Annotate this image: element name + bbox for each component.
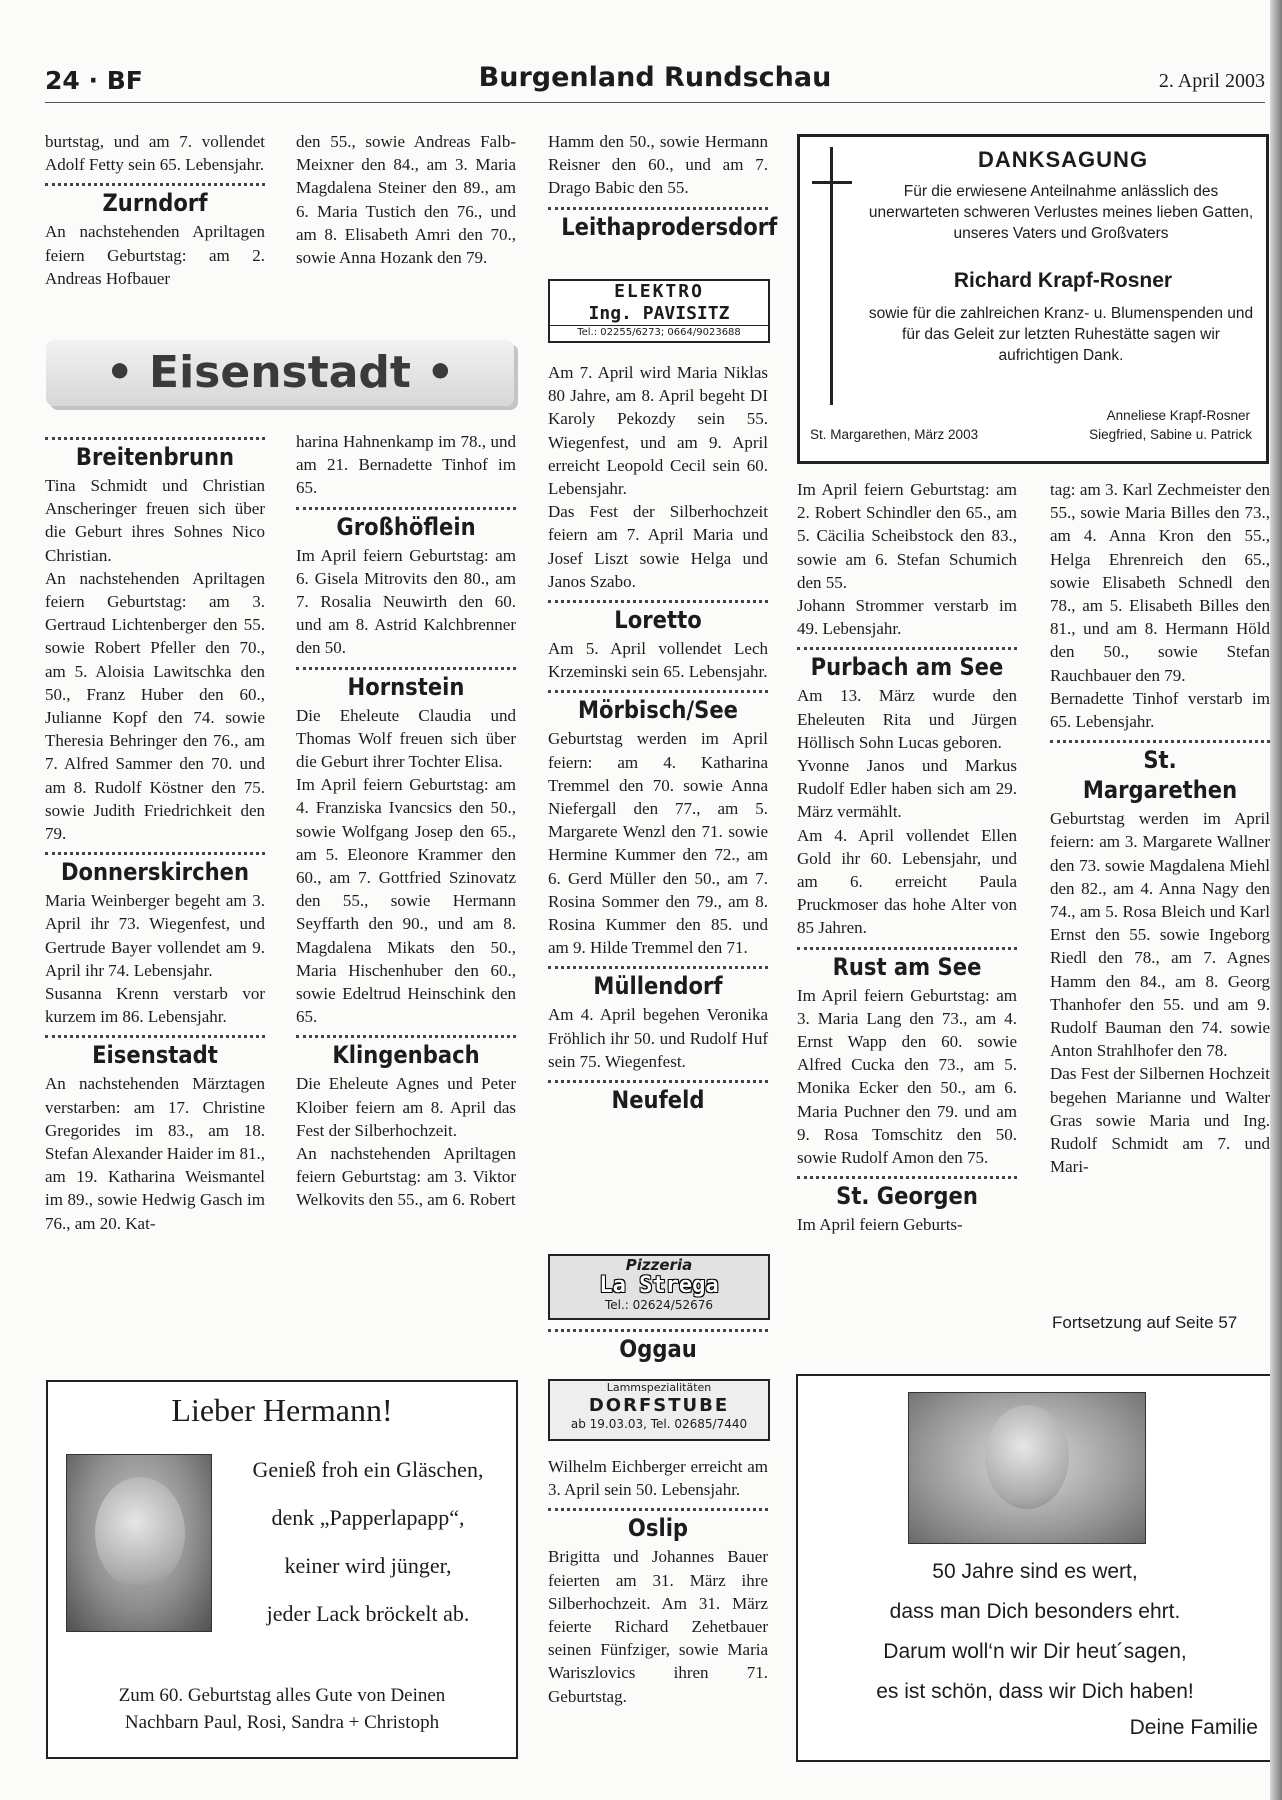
ad-signature: Deine Familie	[1129, 1716, 1258, 1739]
dotted-divider	[797, 1176, 1017, 1179]
section-heading-hornstein: Hornstein	[347, 672, 465, 701]
column-3-oggau	[548, 1322, 768, 1366]
ad-title: ELEKTRO	[614, 281, 704, 302]
deceased-name: Richard Krapf-Rosner	[953, 269, 1173, 292]
article-text: den 55., sowie Andreas Falb-Meixner den 84., am 3. Maria Magdalena Steiner den 89., am 6. Maria Tustich den 76., und am 8. Elisabeth Amri den 70., sowie Anna Hozank den 79.	[296, 132, 516, 268]
article-text: Wilhelm Eichberger erreicht am 3. April sein 50. Lebensjahr.	[548, 1457, 768, 1500]
article-text: Geburtstag werden im April feiern: am 4. Katharina Tremmel den 70. sowie Anna Niefergall den 77., am 5. Margarete Wenzl den 71. sowie Hermine Kummer den 72., am 6. Gerd Müller den 50., am 7. Rosina Sommer den 79., am 8. Rosina Kummer den 85. und am 9. Hilde Tremmel den 71.	[548, 729, 768, 958]
column-1	[45, 430, 265, 1235]
poem	[223, 1446, 513, 1638]
article-text: burtstag, und am 7. vollendet Adolf Fetty sein 65. Lebensjahr.	[45, 132, 265, 175]
poem-line: denk „Papperlapapp“,	[271, 1505, 465, 1530]
article-text: Im April feiern Geburtstag: am 3. Maria Lang den 73., am 4. Ernst Wapp den 60. sowie Alfred Cucka den 73., am 5. Monika Ecker den 50., am 6. Maria Puchner den 79. und am 9. Rosa Tomschitz den 50. sowie Rudolf Amon den 75.	[797, 985, 1017, 1168]
poem-line: Darum woll‘n wir Dir heut´sagen,	[883, 1640, 1187, 1663]
notice-signer: Anneliese Krapf-Rosner	[1106, 408, 1250, 423]
ad-title: Pizzeria	[625, 1256, 693, 1274]
notice-place-date: St. Margarethen, März 2003	[810, 427, 979, 442]
article-text: tag: am 3. Karl Zechmeister den 55., sowie Maria Billes den 73., am 4. Anna Kron den 55., Helga Ehrenreich den 65., sowie Elisabeth Schnedl den 78., am 5. Elisabeth Billes den 81., und am 8. Hermann Höld den 50., sowie Stefan Rauchbauer den 79.	[1050, 480, 1270, 685]
ad-footer	[48, 1682, 516, 1736]
page-header	[45, 62, 1265, 103]
section-heading-klingenbach: Klingenbach	[332, 1041, 480, 1070]
article-text: Das Fest der Silberhochzeit feiern am 7. April Maria und Josef Liszt sowie Helga und Janos Szabo.	[548, 502, 768, 591]
section-heading-purbach: Purbach am See	[810, 653, 1004, 682]
section-heading-leithaprodersdorf: Leithaprodersdorf	[561, 212, 778, 241]
article-text: Am 7. April wird Maria Niklas 80 Jahre, am 8. April begeht DI Karoly Pekozdy sein 55. Wiegenfest, und am 9. April erreicht Leopold Cecil sein 60. Lebensjahr.	[548, 363, 768, 499]
face-shape	[985, 1405, 1069, 1509]
poem-line: jeder Lack bröckelt ab.	[266, 1601, 470, 1626]
dotted-divider	[1050, 740, 1270, 743]
column-5	[1050, 478, 1270, 1178]
issue-date: 2. April 2003	[1158, 70, 1265, 92]
ad-heading: Lieber Hermann!	[171, 1392, 393, 1428]
dotted-divider	[45, 1035, 265, 1038]
birthday-ad-hermann	[46, 1380, 518, 1759]
article-text: Susanna Krenn verstarb vor kurzem im 86. Lebensjahr.	[45, 984, 265, 1027]
ad-phone: ab 19.03.03, Tel. 02685/7440	[570, 1417, 748, 1431]
section-heading-donnerskirchen: Donnerskirchen	[60, 858, 250, 887]
dotted-divider	[548, 1329, 768, 1332]
poem-line: 50 Jahre sind es wert,	[932, 1560, 1138, 1583]
section-heading-rust: Rust am See	[832, 952, 982, 981]
article-text: Hamm den 50., sowie Hermann Reisner den 60., und am 7. Drago Babic den 55.	[548, 132, 768, 198]
article-text: Am 5. April vollendet Lech Krzeminski sein 65. Lebensjahr.	[548, 639, 768, 682]
column-2	[296, 430, 516, 1212]
footer-line: Nachbarn Paul, Rosi, Sandra + Christoph	[124, 1712, 440, 1733]
ad-dorfstube	[548, 1379, 770, 1441]
section-heading-grosshoeflein: Großhöflein	[336, 512, 476, 541]
dotted-divider	[548, 966, 768, 969]
dotted-divider	[797, 947, 1017, 950]
section-heading-zurndorf: Zurndorf	[102, 189, 208, 218]
article-text: Tina Schmidt und Christian Anscheringer freuen sich über die Geburt ihres Sohnes Nico Christian.	[45, 476, 265, 565]
dotted-divider	[296, 507, 516, 510]
section-heading-oslip: Oslip	[627, 1514, 689, 1543]
article-text: Maria Weinberger begeht am 3. April ihr 73. Wiegenfest, und Gertrude Bayer vollendet am 9. April ihr 74. Lebensjahr.	[45, 891, 265, 980]
dotted-divider	[548, 207, 768, 210]
article-text: Brigitta und Johannes Bauer feierten am 31. März ihre Silberhochzeit. Am 31. März feierte Richard Zehetbauer seinen Fünfziger, sowie Maria Wariszlovics ihren 71. Geburtstag.	[548, 1547, 768, 1706]
poem-line: Genieß froh ein Gläschen,	[252, 1457, 484, 1482]
dotted-divider	[296, 1035, 516, 1038]
column-3-bottom	[548, 1455, 768, 1708]
article-text: Johann Strommer verstarb im 49. Lebensjahr.	[797, 596, 1017, 639]
column-3-top	[548, 130, 778, 244]
birthday-ad-50-jahre	[796, 1374, 1274, 1762]
poem-line: keiner wird jünger,	[284, 1553, 452, 1578]
face-shape	[95, 1477, 185, 1589]
ad-name: Ing. PAVISITZ	[588, 303, 730, 324]
poem-line: dass man Dich besonders ehrt.	[889, 1600, 1181, 1623]
article-text: Im April feiern Geburtstag: am 4. Franziska Ivancsics den 50., sowie Wolfgang Josep den 65., am 5. Eleonore Krammer den 60., am 7. Gottfried Szinovatz den 55., sowie Hermann Seyffarth den 90., und am 8. Magdalena Mikats den 50., Maria Hischenhuber den 60., sowie Edeltrud Heinschink den 65.	[296, 775, 516, 1027]
notice-text: sowie für die zahlreichen Kranz- u. Blumenspenden und für das Geleit zur letzten Ruhestätte sagen wir aufrichtigen Dank.	[868, 305, 1254, 364]
dotted-divider	[45, 183, 265, 186]
scan-edge-shadow	[1270, 0, 1282, 1800]
dotted-divider	[45, 437, 265, 440]
article-text: Bernadette Tinhof verstarb im 65. Lebensjahr.	[1050, 688, 1270, 732]
article-text: Im April feiern Geburts-	[797, 1215, 963, 1235]
article-text: Am 4. April vollendet Ellen Gold ihr 60. Lebensjahr, und am 6. erreicht Paula Pruckmoser das hohe Alter von 85 Jahren.	[797, 825, 1017, 938]
article-text: Am 4. April begehen Veronika Fröhlich ihr 50. und Rudolf Huf sein 75. Wiegenfest.	[548, 1005, 768, 1071]
article-text: Am 13. März wurde den Eheleuten Rita und Jürgen Höllisch Sohn Lucas geboren.	[797, 686, 1017, 752]
column-2-top	[296, 130, 516, 269]
ad-phone: Tel.: 02624/52676	[604, 1298, 714, 1312]
notice-signer: Siegfried, Sabine u. Patrick	[1089, 427, 1252, 442]
portrait-photo	[66, 1454, 212, 1632]
column-4	[797, 478, 1017, 1236]
article-text: Im April feiern Geburtstag: am 2. Robert Schindler den 65., am 5. Cäcilia Scheibstock den 83., sowie am 6. Stefan Schumich den 55.	[797, 480, 1017, 592]
section-heading-moerbisch: Mörbisch/See	[577, 696, 738, 725]
article-text: An nachstehenden Apriltagen feiern Geburtstag: am 2. Andreas Hofbauer	[45, 222, 265, 288]
article-text: Das Fest der Silbernen Hochzeit begehen Marianne und Walter Gras sowie Maria und Ing. Rudolf Schmidt am 7. und Mari-	[1050, 1064, 1270, 1177]
ad-elektro-pavisitz	[548, 279, 770, 343]
ad-phone: Tel.: 02255/6273; 0664/9023688	[550, 325, 768, 339]
footer-line: Zum 60. Geburtstag alles Gute von Deinen	[118, 1685, 446, 1706]
page-number: 24 · BF	[45, 66, 143, 95]
cross-icon	[830, 147, 833, 405]
dotted-divider	[548, 690, 768, 693]
article-text: harina Hahnenkamp im 78., und am 21. Bernadette Tinhof im 65.	[296, 432, 516, 498]
dotted-divider	[548, 1080, 768, 1083]
article-text: Geburtstag werden im April feiern: am 3. Margarete Wallner den 73. sowie Magdalena Miehl den 82., am 4. Anna Nagy den 74., am 5. Rosa Bleich und Karl Ernst den 55. sowie Ingeborg Riedl den 78., am 7. Agnes Hamm den 84., am 8. Georg Thanhofer den 55. und am 9. Rudolf Bauman den 74. sowie Anton Strahlhofer den 78.	[1050, 809, 1270, 1061]
portrait-photo	[908, 1392, 1146, 1544]
poem	[798, 1552, 1272, 1712]
section-heading-breitenbrunn: Breitenbrunn	[75, 443, 235, 471]
section-heading-eisenstadt: Eisenstadt	[92, 1041, 218, 1070]
cross-icon-bar	[812, 181, 852, 184]
section-heading-oggau: Oggau	[619, 1335, 697, 1363]
danksagung-notice	[797, 134, 1269, 464]
article-text: Die Eheleute Agnes und Peter Kloiber feiern am 8. April das Fest der Silberhochzeit.	[296, 1074, 516, 1140]
article-text: An nachstehenden Märztagen verstarben: am 17. Christine Gregorides im 83., am 18. Stefan Alexander Haider im 81., am 19. Katharina Weismantel im 89., sowie Hedwig Gasch im 76., am 20. Kat-	[45, 1074, 265, 1233]
ad-name: DORFSTUBE	[588, 1395, 730, 1416]
section-heading-st-margarethen: St. Margarethen	[1082, 746, 1238, 805]
column-1-top	[45, 130, 265, 290]
section-heading-neufeld: Neufeld	[611, 1086, 705, 1115]
newspaper-name: Burgenland Rundschau	[478, 62, 832, 93]
dotted-divider	[296, 667, 516, 670]
poem-line: es ist schön, dass wir Dich haben!	[876, 1680, 1194, 1703]
notice-title: DANKSAGUNG	[977, 147, 1149, 172]
notice-text: Für die erwiesene Anteilnahme anlässlich des unerwarteten schweren Verlustes meines lieben Gatten, unseres Vaters und Großvaters	[868, 183, 1254, 242]
section-heading-loretto: Loretto	[614, 606, 702, 635]
section-heading-muellendorf: Müllendorf	[593, 972, 723, 1001]
article-text: Die Eheleute Claudia und Thomas Wolf freuen sich über die Geburt ihrer Tochter Elisa.	[296, 705, 516, 772]
continuation-note: Fortsetzung auf Seite 57	[1052, 1313, 1238, 1332]
dotted-divider	[548, 600, 768, 603]
dotted-divider	[797, 647, 1017, 650]
article-text: An nachstehenden Apriltagen feiern Geburtstag: am 3. Gertraud Lichtenberger den 55. sowie Robert Pfeller den 70., am 5. Aloisia Lawitschka den 50., Franz Huber den 60., Julianne Kopf den 74. sowie Theresia Behringer den 76., am 7. Alfred Sammer den 70. und am 8. Rudolf Köstner den 75. sowie Judith Friedrichkeit den 79.	[45, 568, 265, 844]
article-text: An nachstehenden Apriltagen feiern Geburtstag: am 3. Viktor Welkovits den 55., am 6. Robert	[296, 1144, 516, 1210]
article-text: Yvonne Janos und Markus Rudolf Edler haben sich am 29. März vermählt.	[797, 756, 1017, 822]
eisenstadt-banner: • Eisenstadt •	[46, 340, 514, 406]
section-heading-st-georgen: St. Georgen	[836, 1182, 978, 1211]
ad-pizzeria-la-strega	[548, 1254, 770, 1320]
column-3	[548, 361, 768, 1117]
article-text: Im April feiern Geburtstag: am 6. Gisela Mitrovits den 80., am 7. Rosalia Neuwirth den 60. und am 8. Astrid Kalchbrenner den 50.	[296, 545, 516, 658]
dotted-divider	[45, 852, 265, 855]
ad-name: La Strega	[599, 1273, 719, 1298]
ad-subtitle: Lammspezialitäten	[606, 1381, 712, 1394]
dotted-divider	[548, 1508, 768, 1511]
